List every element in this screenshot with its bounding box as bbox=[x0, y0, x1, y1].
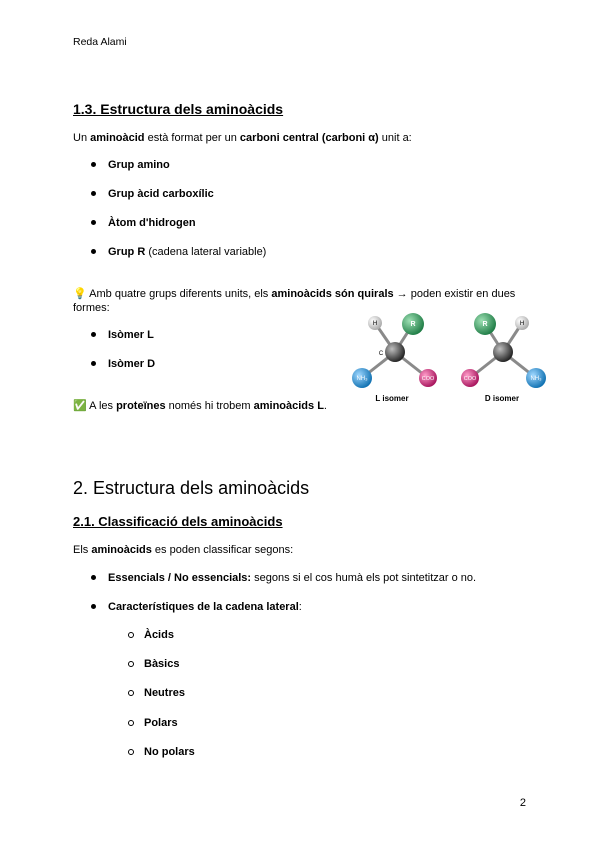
sub-bullet-icon bbox=[128, 661, 134, 667]
d-isomer-label: D isomer bbox=[484, 394, 520, 403]
list-item: Grup àcid carboxílic bbox=[108, 188, 214, 200]
list-item: Grup amino bbox=[108, 159, 170, 171]
list-item: Característiques de la cadena lateral: bbox=[108, 601, 302, 613]
carbon-atom bbox=[493, 342, 513, 362]
section-2-1-intro: Els aminoàcids es poden classificar segons: bbox=[73, 544, 294, 556]
svg-text:R: R bbox=[482, 321, 488, 328]
carbon-atom bbox=[385, 342, 405, 362]
bullet-icon bbox=[91, 332, 96, 337]
isomer-figure bbox=[340, 308, 560, 408]
svg-text:COO: COO bbox=[421, 376, 435, 382]
d-isomer-model bbox=[461, 313, 546, 403]
section-2-title: 2. Estructura dels aminoàcids bbox=[73, 478, 310, 498]
svg-text:C: C bbox=[378, 351, 384, 357]
svg-text:H: H bbox=[519, 321, 525, 327]
sub-bullet-icon bbox=[128, 632, 134, 638]
svg-text:COO: COO bbox=[463, 376, 477, 382]
list-item: Isòmer L bbox=[108, 329, 154, 341]
page-number: 2 bbox=[519, 797, 526, 809]
l-isomer-model bbox=[352, 313, 437, 403]
svg-text:R: R bbox=[410, 321, 416, 328]
section-2-1-title: 2.1. Classificació dels aminoàcids bbox=[73, 514, 283, 529]
chirality-paragraph: 💡 Amb quatre grups diferents units, els aminoàcids són quirals → poden existir en dues formes: bbox=[73, 288, 516, 314]
sub-bullet-icon bbox=[128, 749, 134, 755]
sub-bullet-icon bbox=[128, 690, 134, 696]
list-item: Bàsics bbox=[144, 658, 180, 670]
bullet-icon bbox=[91, 191, 96, 196]
bullet-icon bbox=[91, 604, 96, 609]
bullet-icon bbox=[91, 575, 96, 580]
list-item: Neutres bbox=[144, 687, 185, 699]
svg-text:NH₃: NH₃ bbox=[356, 376, 368, 382]
list-item: Àcids bbox=[144, 629, 174, 641]
section-1-3-title: 1.3. Estructura dels aminoàcids bbox=[73, 101, 284, 117]
l-isomer-label: L isomer bbox=[375, 394, 409, 403]
section-1-3-intro: Un aminoàcid està format per un carboni central (carboni α) unit a: bbox=[73, 132, 412, 144]
sub-bullet-icon bbox=[128, 720, 134, 726]
bullet-icon bbox=[91, 361, 96, 366]
header-author: Reda Alami bbox=[73, 36, 127, 48]
list-item: Grup R (cadena lateral variable) bbox=[108, 246, 267, 258]
list-item: Polars bbox=[144, 717, 178, 729]
list-item: Essencials / No essencials: segons si el cos humà els pot sintetitzar o no. bbox=[108, 572, 477, 584]
list-item: Isòmer D bbox=[108, 358, 156, 370]
list-item: No polars bbox=[144, 746, 195, 758]
check-mark-icon: ✅ bbox=[73, 400, 87, 412]
bullet-icon bbox=[91, 249, 96, 254]
svg-text:H: H bbox=[372, 321, 378, 327]
proteins-note: ✅ A les proteïnes només hi trobem aminoàcids L. bbox=[73, 400, 327, 412]
list-item: Àtom d'hidrogen bbox=[108, 217, 196, 229]
bullet-icon bbox=[91, 162, 96, 167]
lightbulb-icon: 💡 bbox=[73, 288, 87, 300]
bullet-icon bbox=[91, 220, 96, 225]
svg-text:NH₃: NH₃ bbox=[530, 376, 542, 382]
